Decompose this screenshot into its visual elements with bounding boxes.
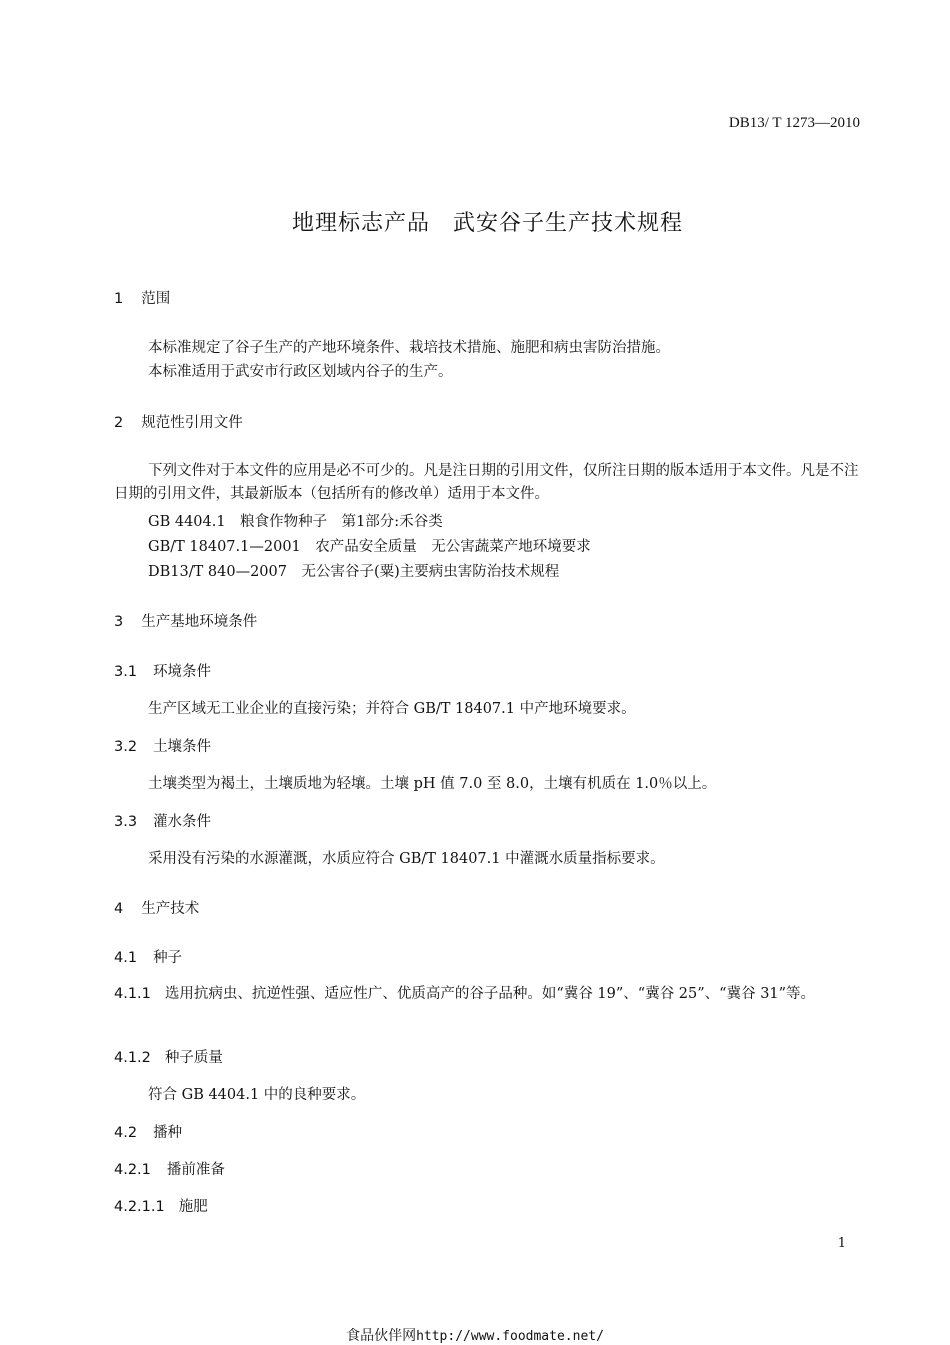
section-number: 3.1 [114,664,138,680]
subsection-4-2-heading [114,1121,182,1142]
section-number: 1 [114,291,124,307]
section-title: 范围 [141,291,171,307]
section-number: 3.2 [114,739,138,755]
section-title: 播前准备 [166,1162,225,1178]
subsection-4-1-heading [114,946,182,967]
section-title: 规范性引用文件 [141,415,243,431]
section-number: 4.1 [114,950,138,966]
section-number: 4.2.1.1 [114,1199,165,1215]
section-1-heading [114,287,170,308]
section-number: 4.2 [114,1125,138,1141]
footer-site-name: 食品伙伴网 [346,1328,417,1344]
clause-4-1-1 [114,983,862,1006]
section-title: 土壤条件 [153,739,212,755]
section-title: 施肥 [178,1199,208,1215]
section-number: 4 [114,901,124,917]
paragraph: 土壤类型为褐土，土壤质地为轻壤。土壤 pH 值 7.0 至 8.0，土壤有机质在 1.0％以上。 [148,776,717,792]
footer [0,1325,950,1345]
section-number: 3 [114,614,124,630]
section-number: 2 [114,415,124,431]
subsection-3-2-heading [114,735,211,756]
paragraph: 本标准规定了谷子生产的产地环境条件、栽培技术措施、施肥和病虫害防治措施。 [148,340,670,356]
subsection-4-1-2-heading [114,1046,223,1067]
paragraph: 符合 GB 4404.1 中的良种要求。 [148,1087,366,1103]
section-number: 4.2.1 [114,1162,151,1178]
document-title: 地理标志产品 武安谷子生产技术规程 [291,211,683,236]
section-title: 生产技术 [141,901,200,917]
clause-text: 选用抗病虫、抗逆性强、适应性广、优质高产的谷子品种。如“冀谷 19”、“冀谷 25”、“冀谷 31”等。 [164,986,816,1002]
section-4-heading [114,897,199,918]
subsection-4-2-1-1-heading [114,1195,208,1216]
subsection-3-1-heading [114,660,211,681]
section-3-heading [114,610,257,631]
clause-number: 4.1.1 [114,986,151,1002]
section-title: 环境条件 [153,664,212,680]
reference-item: GB/T 18407.1—2001 农产品安全质量 无公害蔬菜产地环境要求 [148,539,591,555]
section-title: 生产基地环境条件 [141,614,258,630]
footer-url-link[interactable]: http://www.foodmate.net/ [416,1329,604,1344]
paragraph: 采用没有污染的水源灌溉，水质应符合 GB/T 18407.1 中灌溉水质量指标要求。 [148,851,665,867]
section-title: 灌水条件 [153,814,212,830]
paragraph: 下列文件对于本文件的应用是必不可少的。凡是注日期的引用文件，仅所注日期的版本适用于本文件。凡是不注日期的引用文件，其最新版本（包括所有的修改单）适用于本文件。 [114,463,859,502]
standard-code: DB13/ T 1273—2010 [728,115,860,131]
section-number: 3.3 [114,814,138,830]
section-2-heading [114,411,243,432]
paragraph: 本标准适用于武安市行政区划域内谷子的生产。 [148,364,453,380]
section-title: 播种 [153,1125,183,1141]
reference-item: DB13/T 840—2007 无公害谷子(粟)主要病虫害防治技术规程 [148,564,560,580]
subsection-4-2-1-heading [114,1158,225,1179]
paragraph: 生产区域无工业企业的直接污染；并符合 GB/T 18407.1 中产地环境要求。 [148,701,636,717]
page-number: 1 [837,1236,846,1251]
reference-item: GB 4404.1 粮食作物种子 第1部分:禾谷类 [148,514,443,530]
section-title: 种子质量 [164,1050,223,1066]
section-number: 4.1.2 [114,1050,151,1066]
subsection-3-3-heading [114,810,211,831]
section-title: 种子 [153,950,183,966]
